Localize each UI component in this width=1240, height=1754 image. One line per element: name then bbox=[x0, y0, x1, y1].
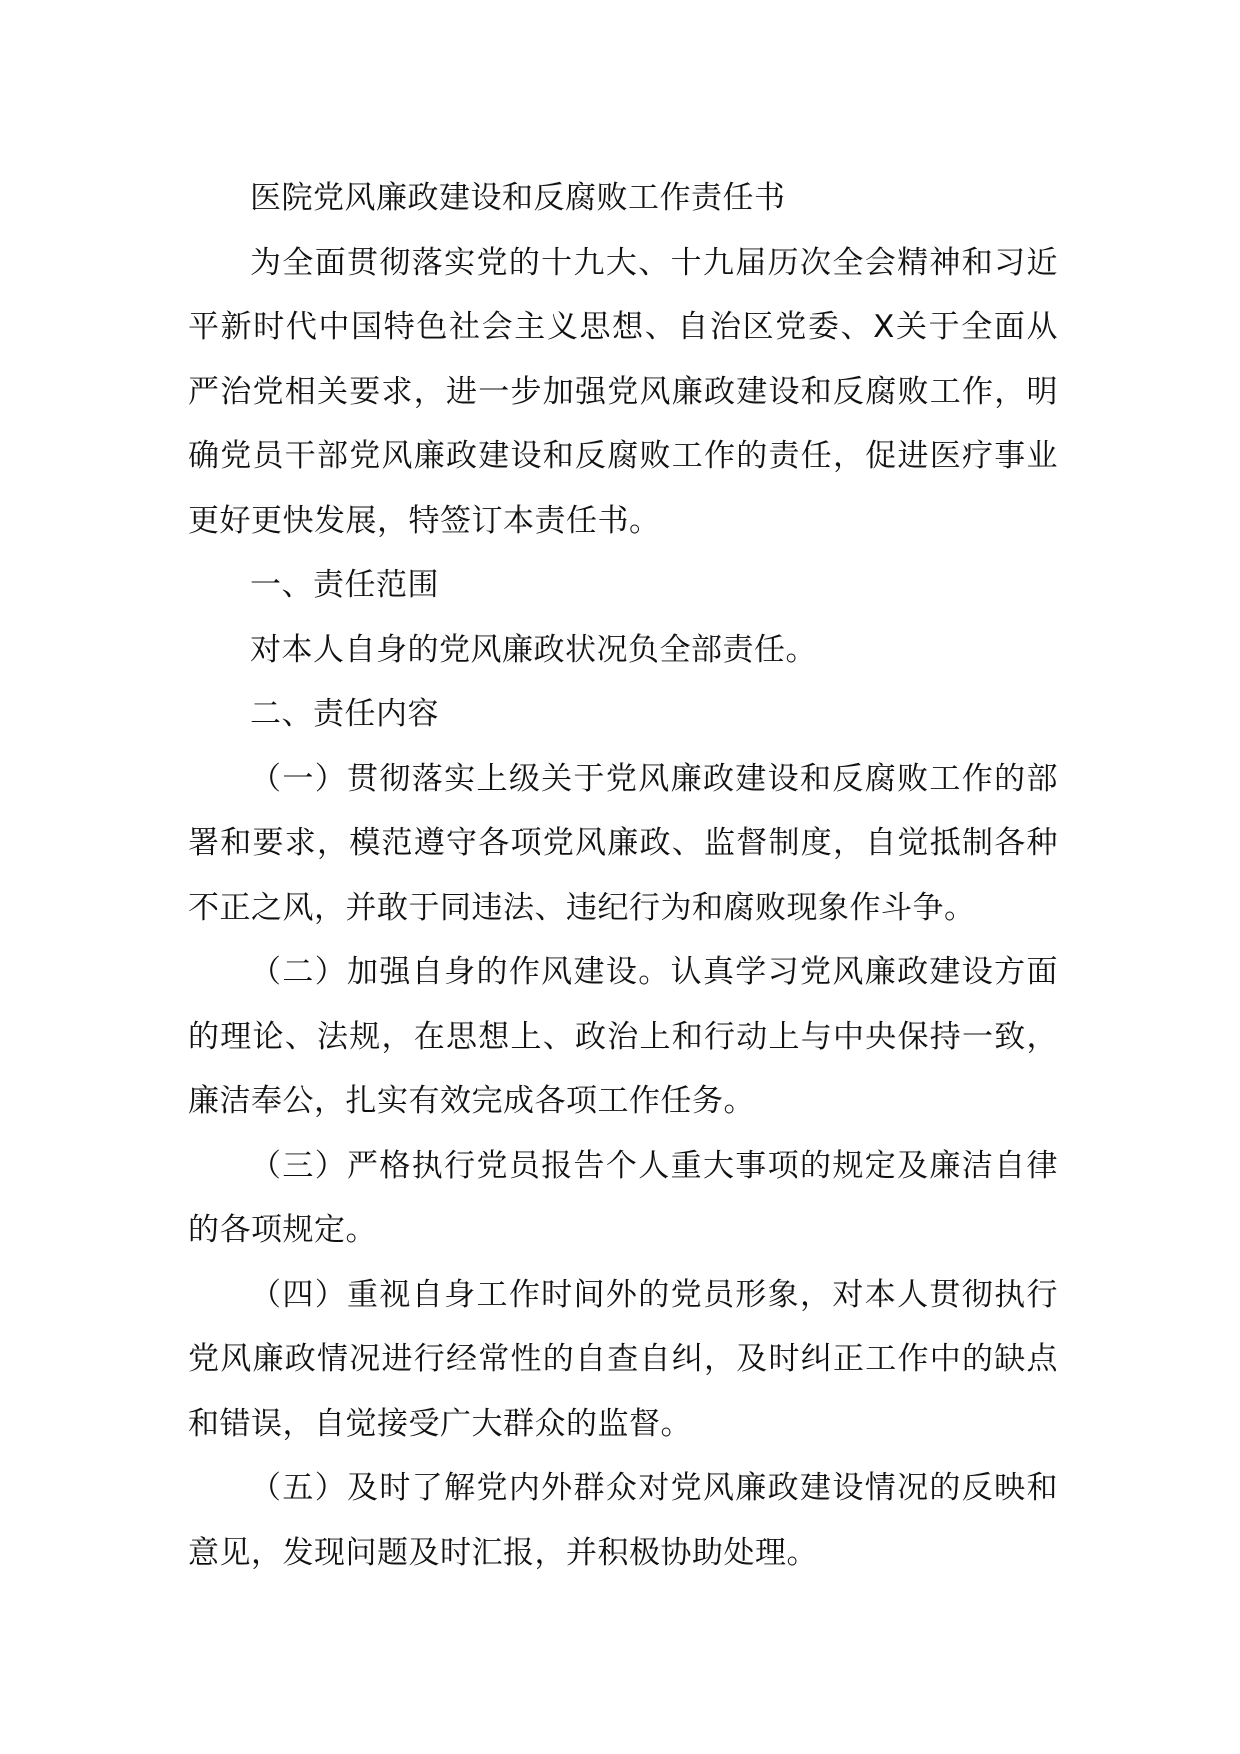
content-item-4: （四）重视自身工作时间外的党员形象，对本人贯彻执行党风廉政情况进行经常性的自查自纠，及时纠正工作中的缺点和错误，自觉接受广大群众的监督。 bbox=[188, 1276, 1058, 1442]
section-heading-content: 二、责任内容 bbox=[250, 696, 439, 732]
section-heading-scope: 一、责任范围 bbox=[250, 567, 439, 603]
document-body bbox=[188, 166, 1058, 1585]
content-item-2: （二）加强自身的作风建设。认真学习党风廉政建设方面的理论、法规，在思想上、政治上和行动上与中央保持一致，廉洁奉公，扎实有效完成各项工作任务。 bbox=[188, 954, 1058, 1119]
content-item-5: （五）及时了解党内外群众对党风廉政建设情况的反映和意见，发现问题及时汇报，并积极协助处理。 bbox=[188, 1470, 1058, 1571]
scope-paragraph: 对本人自身的党风廉政状况负全部责任。 bbox=[250, 631, 817, 668]
content-item-1: （一）贯彻落实上级关于党风廉政建设和反腐败工作的部署和要求，模范遵守各项党风廉政、监督制度，自觉抵制各种不正之风，并敢于同违法、违纪行为和腐败现象作斗争。 bbox=[188, 760, 1058, 926]
document-title: 医院党风廉政建设和反腐败工作责任书 bbox=[250, 180, 786, 216]
intro-paragraph: 为全面贯彻落实党的十九大、十九届历次全会精神和习近平新时代中国特色社会主义思想、自治区党委、X关于全面从严治党相关要求，进一步加强党风廉政建设和反腐败工作，明确党员干部党风廉政建设和反腐败工作的责任，促进医疗事业更好更快发展，特签订本责任书。 bbox=[188, 244, 1058, 539]
content-item-3: （三）严格执行党员报告个人重大事项的规定及廉洁自律的各项规定。 bbox=[188, 1147, 1058, 1248]
